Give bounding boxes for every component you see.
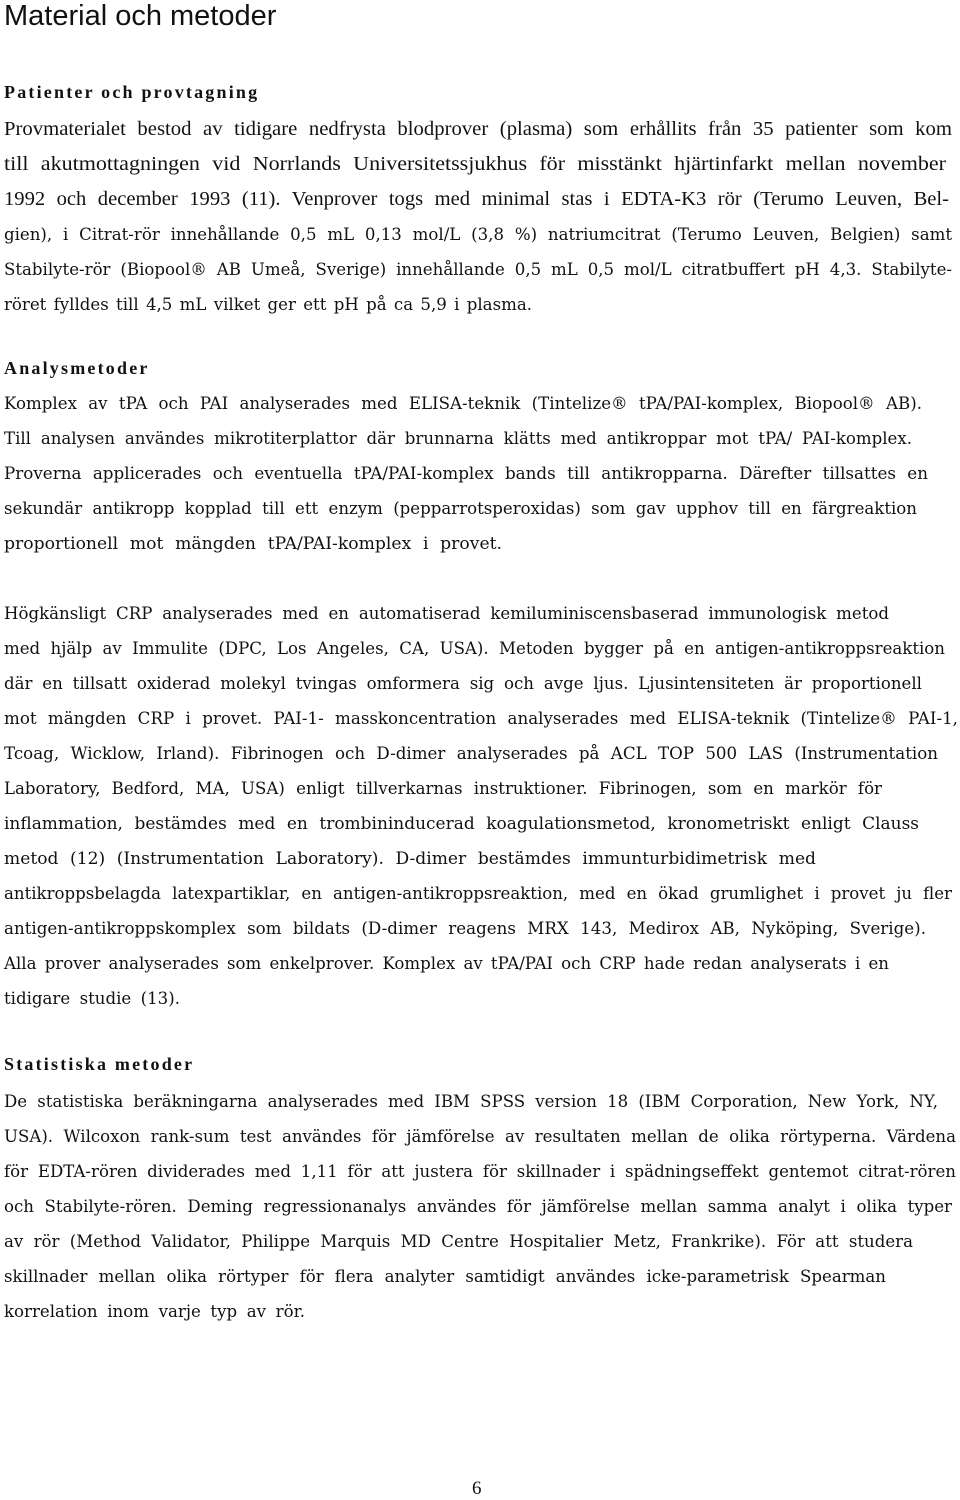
text-line: Alla prover analyserades som enkelprover. Komplex av tPA/PAI och CRP hade redan analyserats i en: [4, 954, 889, 973]
text-line: Tcoag, Wicklow, Irland). Fibrinogen och D-dimer analyserades på ACL TOP 500 LAS (Instrumentation: [4, 744, 938, 763]
text-line: för EDTA-rören dividerades med 1,11 för att justera för skillnader i spädningseffekt gentemot citrat-rören: [4, 1162, 956, 1181]
text-line: sekundär antikropp kopplad till ett enzym (pepparrotsperoxidas) som gav upphov till en färgreaktion: [4, 499, 917, 518]
text-line: mot mängden CRP i provet. PAI-1- masskoncentration analyserades med ELISA-teknik (Tintelize® PAI-1,: [4, 709, 958, 728]
section-heading: Patienter och provtagning: [4, 82, 260, 102]
text-line: till akutmottagningen vid Norrlands Universitetssjukhus för misstänkt hjärtinfarkt mellan november: [4, 154, 946, 175]
text-line: av rör (Method Validator, Philippe Marquis MD Centre Hospitalier Metz, Frankrike). För att studera: [4, 1232, 913, 1251]
text-line: USA). Wilcoxon rank-sum test användes för jämförelse av resultaten mellan de olika rörtyperna. Värdena: [4, 1127, 956, 1146]
section-heading: Analysmetoder: [4, 358, 150, 378]
text-line: metod (12) (Instrumentation Laboratory). D-dimer bestämdes immunturbidimetrisk med: [4, 849, 817, 868]
text-line: och Stabilyte-rören. Deming regressionanalys användes för jämförelse mellan samma analyt i olika typer: [4, 1197, 952, 1216]
page-title: Material och metoder: [4, 0, 277, 32]
text-line: gien), i Citrat-rör innehållande 0,5 mL 0,13 mol/L (3,8 %) natriumcitrat (Terumo Leuven, Belgien) samt: [4, 225, 952, 244]
text-line: antigen-antikroppskomplex som bildats (D-dimer reagens MRX 143, Medirox AB, Nyköping, Sverige).: [4, 919, 926, 938]
text-line: korrelation inom varje typ av rör.: [4, 1302, 305, 1321]
text-line: proportionell mot mängden tPA/PAI-komplex i provet.: [4, 534, 503, 553]
text-line: inflammation, bestämdes med en trombininducerad koagulationsmetod, kronometriskt enligt Clauss: [4, 814, 920, 833]
text-line: där en tillsatt oxiderad molekyl tvingas omformera sig och avge ljus. Ljusintensiteten är proportionell: [4, 674, 922, 693]
text-line: skillnader mellan olika rörtyper för flera analyter samtidigt användes icke-parametrisk Spearman: [4, 1267, 886, 1286]
page-number: 6: [472, 1478, 482, 1499]
text-line: med hjälp av Immulite (DPC, Los Angeles, CA, USA). Metoden bygger på en antigen-antikroppsreaktion: [4, 639, 945, 658]
text-line: De statistiska beräkningarna analyserades med IBM SPSS version 18 (IBM Corporation, New York, NY,: [4, 1092, 938, 1111]
text-line: Högkänsligt CRP analyserades med en automatiserad kemiluminiscensbaserad immunologisk metod: [4, 604, 889, 623]
text-line: Laboratory, Bedford, MA, USA) enligt tillverkarnas instruktioner. Fibrinogen, som en markör för: [4, 779, 882, 798]
text-line: 1992 och december 1993 (11). Venprover togs med minimal stas i EDTA-K3 rör (Terumo Leuven, Bel-: [4, 189, 950, 210]
text-line: Provmaterialet bestod av tidigare nedfrysta blodprover (plasma) som erhållits från 35 patienter som kom: [4, 119, 952, 140]
section-heading: Statistiska metoder: [4, 1054, 195, 1074]
text-line: röret fylldes till 4,5 mL vilket ger ett pH på ca 5,9 i plasma.: [4, 295, 532, 314]
text-line: antikroppsbelagda latexpartiklar, en antigen-antikroppsreaktion, med en ökad grumlighet i provet ju fler: [4, 884, 952, 903]
text-line: Stabilyte-rör (Biopool® AB Umeå, Sverige) innehållande 0,5 mL 0,5 mol/L citratbuffert pH 4,3. Stabilyte-: [4, 260, 952, 279]
text-line: Proverna applicerades och eventuella tPA/PAI-komplex bands till antikropparna. Därefter tillsattes en: [4, 464, 928, 483]
text-line: Till analysen användes mikrotiterplattor där brunnarna klätts med antikroppar mot tPA/ PAI-komplex.: [4, 429, 912, 448]
text-line: tidigare studie (13).: [4, 989, 180, 1008]
text-line: Komplex av tPA och PAI analyserades med ELISA-teknik (Tintelize® tPA/PAI-komplex, Biopool® AB).: [4, 394, 922, 413]
